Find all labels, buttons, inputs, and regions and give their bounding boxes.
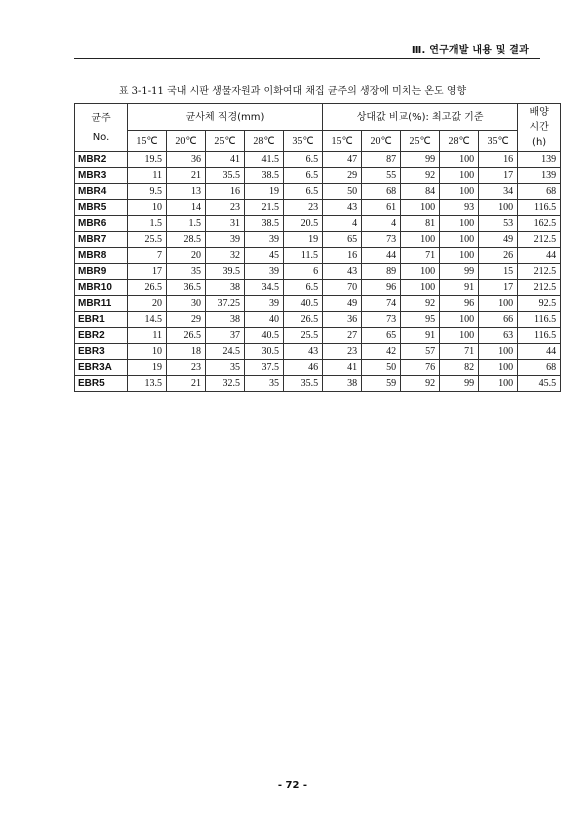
diameter-cell: 35 (245, 376, 284, 392)
diameter-cell: 39 (245, 232, 284, 248)
diameter-temp-header: 25℃ (206, 131, 245, 152)
diameter-cell: 6 (284, 264, 323, 280)
diameter-cell: 25.5 (128, 232, 167, 248)
relative-cell: 59 (362, 376, 401, 392)
table-row (75, 216, 561, 232)
relative-cell: 100 (440, 328, 479, 344)
relative-cell: 92 (401, 296, 440, 312)
relative-cell: 66 (479, 312, 518, 328)
diameter-cell: 31 (206, 216, 245, 232)
relative-cell: 91 (401, 328, 440, 344)
diameter-cell: 11.5 (284, 248, 323, 264)
relative-cell: 47 (323, 152, 362, 168)
relative-cell: 4 (323, 216, 362, 232)
header-rule (74, 58, 540, 59)
relative-cell: 55 (362, 168, 401, 184)
strain-label-no: No. (92, 131, 110, 143)
diameter-cell: 21 (167, 376, 206, 392)
diameter-cell: 25.5 (284, 328, 323, 344)
culture-label-2: 시간 (529, 122, 549, 133)
culture-time-cell: 68 (518, 184, 561, 200)
relative-temp-header: 35℃ (479, 131, 518, 152)
culture-time-cell: 212.5 (518, 280, 561, 296)
culture-time-cell: 44 (518, 248, 561, 264)
diameter-temp-header: 15℃ (128, 131, 167, 152)
diameter-cell: 18 (167, 344, 206, 360)
culture-time-cell: 139 (518, 168, 561, 184)
temperature-header-row (75, 131, 561, 152)
relative-cell: 100 (401, 280, 440, 296)
strain-cell: MBR4 (75, 184, 128, 200)
relative-cell: 99 (401, 152, 440, 168)
relative-cell: 29 (323, 168, 362, 184)
page-number: - 72 - (277, 780, 308, 791)
relative-cell: 100 (479, 296, 518, 312)
diameter-cell: 34.5 (245, 280, 284, 296)
table-caption: 표 3-1-11 국내 시판 생물자원과 이화여대 채집 균주의 생장에 미치는 온도 영향 (118, 86, 467, 97)
table-row (75, 200, 561, 216)
relative-cell: 26 (479, 248, 518, 264)
relative-cell: 57 (401, 344, 440, 360)
relative-temp-header: 15℃ (323, 131, 362, 152)
relative-cell: 92 (401, 376, 440, 392)
diameter-cell: 7 (128, 248, 167, 264)
diameter-cell: 21.5 (245, 200, 284, 216)
strain-cell: EBR5 (75, 376, 128, 392)
relative-cell: 16 (323, 248, 362, 264)
culture-time-cell: 92.5 (518, 296, 561, 312)
relative-cell: 100 (479, 360, 518, 376)
diameter-cell: 19 (128, 360, 167, 376)
table-row (75, 360, 561, 376)
diameter-cell: 38.5 (245, 216, 284, 232)
culture-time-header (518, 104, 561, 152)
relative-cell: 73 (362, 232, 401, 248)
diameter-temp-header: 20℃ (167, 131, 206, 152)
diameter-cell: 32.5 (206, 376, 245, 392)
diameter-cell: 38.5 (245, 168, 284, 184)
relative-cell: 70 (323, 280, 362, 296)
diameter-cell: 13.5 (128, 376, 167, 392)
table-row (75, 280, 561, 296)
culture-time-cell: 116.5 (518, 328, 561, 344)
strain-cell: MBR8 (75, 248, 128, 264)
diameter-cell: 24.5 (206, 344, 245, 360)
diameter-cell: 46 (284, 360, 323, 376)
diameter-cell: 37.25 (206, 296, 245, 312)
diameter-cell: 39 (206, 232, 245, 248)
culture-time-cell: 45.5 (518, 376, 561, 392)
diameter-cell: 6.5 (284, 168, 323, 184)
diameter-cell: 26.5 (128, 280, 167, 296)
table-body (75, 152, 561, 392)
culture-time-cell: 139 (518, 152, 561, 168)
diameter-cell: 26.5 (167, 328, 206, 344)
diameter-cell: 6.5 (284, 184, 323, 200)
relative-cell: 81 (401, 216, 440, 232)
diameter-cell: 45 (245, 248, 284, 264)
relative-cell: 50 (323, 184, 362, 200)
diameter-cell: 14.5 (128, 312, 167, 328)
diameter-cell: 30.5 (245, 344, 284, 360)
diameter-cell: 9.5 (128, 184, 167, 200)
diameter-cell: 35.5 (206, 168, 245, 184)
culture-time-cell: 44 (518, 344, 561, 360)
relative-cell: 17 (479, 280, 518, 296)
temperature-effect-table (74, 103, 561, 392)
relative-cell: 71 (440, 344, 479, 360)
diameter-cell: 20 (167, 248, 206, 264)
diameter-cell: 10 (128, 200, 167, 216)
relative-temp-header: 28℃ (440, 131, 479, 152)
diameter-cell: 1.5 (167, 216, 206, 232)
diameter-cell: 21 (167, 168, 206, 184)
diameter-cell: 26.5 (284, 312, 323, 328)
relative-cell: 100 (401, 200, 440, 216)
diameter-cell: 30 (167, 296, 206, 312)
diameter-group-header: 균사체 직경(mm) (128, 104, 323, 131)
table-row (75, 376, 561, 392)
relative-cell: 73 (362, 312, 401, 328)
diameter-cell: 37.5 (245, 360, 284, 376)
strain-cell: MBR5 (75, 200, 128, 216)
relative-cell: 96 (362, 280, 401, 296)
diameter-cell: 35.5 (284, 376, 323, 392)
table-row (75, 248, 561, 264)
diameter-cell: 38 (206, 280, 245, 296)
strain-cell: EBR3 (75, 344, 128, 360)
relative-cell: 41 (323, 360, 362, 376)
relative-cell: 100 (479, 200, 518, 216)
diameter-cell: 28.5 (167, 232, 206, 248)
relative-temp-header: 25℃ (401, 131, 440, 152)
relative-cell: 15 (479, 264, 518, 280)
diameter-temp-header: 28℃ (245, 131, 284, 152)
diameter-cell: 20.5 (284, 216, 323, 232)
diameter-cell: 17 (128, 264, 167, 280)
diameter-cell: 1.5 (128, 216, 167, 232)
diameter-cell: 29 (167, 312, 206, 328)
diameter-cell: 41 (206, 152, 245, 168)
relative-cell: 71 (401, 248, 440, 264)
diameter-cell: 41.5 (245, 152, 284, 168)
diameter-cell: 13 (167, 184, 206, 200)
relative-cell: 74 (362, 296, 401, 312)
table-row (75, 264, 561, 280)
diameter-cell: 39 (245, 296, 284, 312)
relative-cell: 93 (440, 200, 479, 216)
relative-cell: 49 (323, 296, 362, 312)
culture-label-3: (h) (532, 137, 547, 148)
relative-temp-header: 20℃ (362, 131, 401, 152)
diameter-cell: 37 (206, 328, 245, 344)
relative-cell: 100 (440, 248, 479, 264)
diameter-cell: 39 (245, 264, 284, 280)
diameter-cell: 38 (206, 312, 245, 328)
strain-cell: EBR2 (75, 328, 128, 344)
relative-cell: 42 (362, 344, 401, 360)
culture-time-cell: 116.5 (518, 312, 561, 328)
relative-cell: 38 (323, 376, 362, 392)
section-header: Ⅲ. 연구개발 내용 및 결과 (411, 45, 529, 56)
diameter-cell: 19.5 (128, 152, 167, 168)
diameter-cell: 19 (245, 184, 284, 200)
relative-cell: 100 (401, 232, 440, 248)
diameter-cell: 6.5 (284, 152, 323, 168)
strain-cell: MBR11 (75, 296, 128, 312)
strain-cell: MBR6 (75, 216, 128, 232)
relative-cell: 36 (323, 312, 362, 328)
culture-time-cell: 212.5 (518, 264, 561, 280)
culture-time-cell: 116.5 (518, 200, 561, 216)
strain-cell: MBR3 (75, 168, 128, 184)
diameter-cell: 11 (128, 168, 167, 184)
strain-label-ko: 균주 (91, 112, 111, 124)
strain-cell: MBR9 (75, 264, 128, 280)
table-row (75, 344, 561, 360)
diameter-cell: 16 (206, 184, 245, 200)
relative-cell: 82 (440, 360, 479, 376)
diameter-cell: 6.5 (284, 280, 323, 296)
relative-cell: 50 (362, 360, 401, 376)
relative-cell: 49 (479, 232, 518, 248)
strain-column-header (75, 104, 128, 152)
strain-cell: MBR2 (75, 152, 128, 168)
relative-cell: 100 (479, 376, 518, 392)
relative-cell: 53 (479, 216, 518, 232)
relative-cell: 100 (440, 232, 479, 248)
relative-cell: 100 (440, 312, 479, 328)
diameter-cell: 39.5 (206, 264, 245, 280)
relative-cell: 27 (323, 328, 362, 344)
relative-cell: 17 (479, 168, 518, 184)
table-row (75, 168, 561, 184)
strain-cell: MBR10 (75, 280, 128, 296)
relative-cell: 92 (401, 168, 440, 184)
table-row (75, 232, 561, 248)
diameter-cell: 32 (206, 248, 245, 264)
diameter-cell: 23 (206, 200, 245, 216)
diameter-cell: 19 (284, 232, 323, 248)
strain-cell: EBR1 (75, 312, 128, 328)
table-row (75, 312, 561, 328)
relative-cell: 65 (323, 232, 362, 248)
diameter-cell: 36 (167, 152, 206, 168)
diameter-cell: 20 (128, 296, 167, 312)
relative-cell: 63 (479, 328, 518, 344)
relative-cell: 43 (323, 264, 362, 280)
relative-cell: 100 (401, 264, 440, 280)
relative-cell: 44 (362, 248, 401, 264)
relative-cell: 87 (362, 152, 401, 168)
culture-label-1: 배양 (529, 107, 549, 118)
diameter-cell: 35 (206, 360, 245, 376)
table-row (75, 296, 561, 312)
diameter-cell: 11 (128, 328, 167, 344)
relative-cell: 89 (362, 264, 401, 280)
diameter-cell: 23 (167, 360, 206, 376)
relative-cell: 76 (401, 360, 440, 376)
diameter-cell: 43 (284, 344, 323, 360)
diameter-cell: 35 (167, 264, 206, 280)
relative-cell: 96 (440, 296, 479, 312)
diameter-cell: 40.5 (245, 328, 284, 344)
relative-cell: 65 (362, 328, 401, 344)
relative-cell: 100 (440, 216, 479, 232)
culture-time-cell: 212.5 (518, 232, 561, 248)
table-row (75, 328, 561, 344)
diameter-temp-header: 35℃ (284, 131, 323, 152)
table-row (75, 152, 561, 168)
relative-cell: 84 (401, 184, 440, 200)
relative-cell: 91 (440, 280, 479, 296)
diameter-cell: 40 (245, 312, 284, 328)
relative-cell: 100 (440, 184, 479, 200)
relative-group-header: 상대값 비교(%): 최고값 기준 (323, 104, 518, 131)
relative-cell: 23 (323, 344, 362, 360)
strain-cell: MBR7 (75, 232, 128, 248)
relative-cell: 34 (479, 184, 518, 200)
relative-cell: 99 (440, 264, 479, 280)
relative-cell: 16 (479, 152, 518, 168)
diameter-cell: 40.5 (284, 296, 323, 312)
diameter-cell: 14 (167, 200, 206, 216)
relative-cell: 100 (479, 344, 518, 360)
relative-cell: 95 (401, 312, 440, 328)
relative-cell: 61 (362, 200, 401, 216)
diameter-cell: 36.5 (167, 280, 206, 296)
relative-cell: 99 (440, 376, 479, 392)
relative-cell: 43 (323, 200, 362, 216)
relative-cell: 4 (362, 216, 401, 232)
diameter-cell: 10 (128, 344, 167, 360)
relative-cell: 100 (440, 168, 479, 184)
diameter-cell: 23 (284, 200, 323, 216)
culture-time-cell: 68 (518, 360, 561, 376)
relative-cell: 100 (440, 152, 479, 168)
culture-time-cell: 162.5 (518, 216, 561, 232)
strain-cell: EBR3A (75, 360, 128, 376)
relative-cell: 68 (362, 184, 401, 200)
table-row (75, 184, 561, 200)
